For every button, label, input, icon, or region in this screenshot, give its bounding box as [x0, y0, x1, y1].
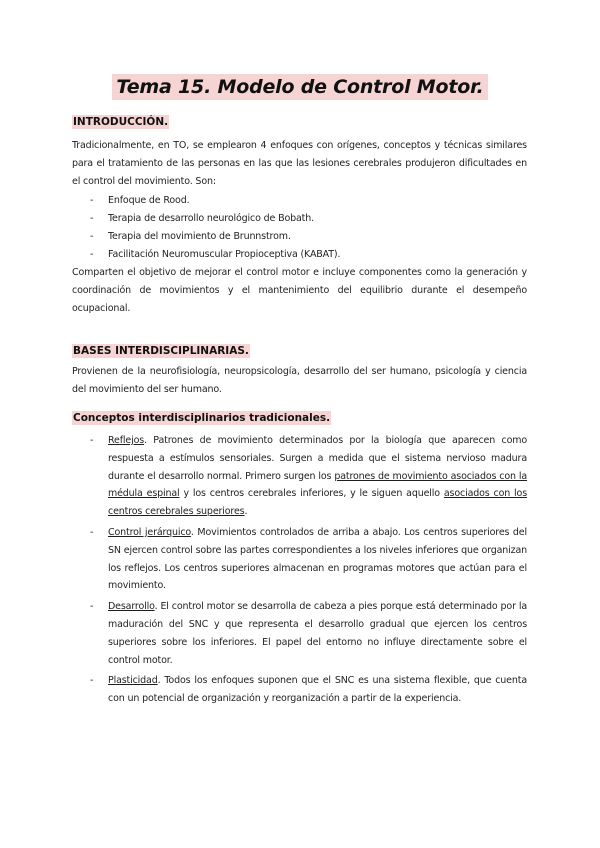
intro-closing: Comparten el objetivo de mejorar el control motor e incluye componentes como la generación y coordinación de movimientos y el mantenimiento del equilibrio durante el desempeño ocupacional.	[72, 267, 527, 314]
list-item: - Enfoque de Rood.	[90, 195, 190, 206]
approaches-list	[90, 192, 520, 264]
title-container	[0, 74, 600, 100]
concept-text: . Movimientos controlados de arriba a abajo. Los centros superiores del SN ejercen control sobre las partes correspondientes a los niveles inferiores que organizan los reflejos. Los centros superiores almacenan en programas motores que actúan para el movimiento.	[108, 526, 527, 592]
concept-underlined-text: patrones de movimiento asociados con la médula espinal	[108, 470, 528, 500]
page-title: Tema 15. Modelo de Control Motor.	[112, 74, 487, 100]
concept-text: . Patrones de movimiento determinados por la biología que aparecen como respuesta a estímulos sensoriales. Surgen a medida que el sistema nervioso madura durante el desarrollo normal. Primero surgen los	[108, 435, 527, 482]
bases-paragraph-block	[72, 363, 527, 399]
concept-term: Reflejos	[108, 435, 145, 446]
concept-term: Control jerárquico	[108, 526, 191, 538]
intro-closing-block	[72, 264, 527, 318]
concept-text: . El control motor se desarrolla de cabeza a pies porque está determinado por la maduración del SNC y que representa el desarrollo gradual que ejercen los centros superiores sobre los inferiores. El papel del entorno no influye directamente sobre el control motor.	[108, 601, 527, 666]
concept-underlined-text: asociados con los centros cerebrales superiores	[108, 488, 527, 518]
intro-paragraph: Tradicionalmente, en TO, se emplearon 4 enfoques con orígenes, conceptos y técnicas similares para el tratamiento de las personas en las que las lesiones cerebrales produjeron dificultades en el control del movimiento. Son:	[72, 140, 527, 187]
concept-item-plasticidad: - Plasticidad. Todos los enfoques suponen que el SNC es una sistema flexible, que cuenta con un potencial de organización y reorganización a partir de la experiencia.	[90, 675, 527, 705]
concept-text: .	[244, 506, 248, 518]
list-item: - Facilitación Neuromuscular Propioceptiva (KABAT).	[90, 249, 341, 260]
list-item-text: Facilitación Neuromuscular Propioceptiva (KABAT).	[108, 249, 341, 260]
concept-text: . Todos los enfoques suponen que el SNC es una sistema flexible, que cuenta con un potencial de organización y reorganización a partir de la experiencia.	[108, 675, 527, 705]
concepts-subheading: Conceptos interdisciplinarios tradicionales.	[73, 412, 331, 424]
list-item-text: Terapia de desarrollo neurológico de Bobath.	[108, 213, 314, 224]
bases-paragraph: Provienen de la neurofisiología, neuropsicología, desarrollo del ser humano, psicología y ciencia del movimiento del ser humano.	[72, 366, 527, 395]
intro-paragraph-block	[72, 137, 527, 191]
list-item-text: Enfoque de Rood.	[108, 195, 190, 206]
list-item: - Terapia de desarrollo neurológico de Bobath.	[90, 213, 314, 224]
concept-term: Plasticidad	[108, 675, 158, 687]
list-item: - Terapia del movimiento de Brunnstrom.	[90, 231, 291, 242]
concept-item-reflejos: - Reflejos. Patrones de movimiento determinados por la biología que aparecen como respuesta a estímulos sensoriales. Surgen a medida que el sistema nervioso madura durante el desarrollo normal. Primero surgen los patrones de movimiento asociados con la médula espinal y los centros cerebrales inferiores, y le siguen aquello asociados con los centros cerebrales superiores.	[90, 435, 528, 518]
concept-item-control-jerarquico: - Control jerárquico. Movimientos controlados de arriba a abajo. Los centros superiores del SN ejercen control sobre las partes correspondientes a los niveles inferiores que organizan los reflejos. Los centros superiores almacenan en programas motores que actúan para el movimiento.	[90, 526, 527, 592]
bases-heading: BASES INTERDISCIPLINARIAS.	[73, 345, 249, 357]
concept-item-desarrollo: - Desarrollo. El control motor se desarrolla de cabeza a pies porque está determinado por la maduración del SNC y que representa el desarrollo gradual que ejercen los centros superiores sobre los inferiores. El papel del entorno no influye directamente sobre el control motor.	[90, 601, 527, 666]
concepts-list	[90, 432, 527, 708]
list-item-text: Terapia del movimiento de Brunnstrom.	[108, 231, 291, 242]
concept-term: Desarrollo	[108, 601, 155, 613]
intro-heading: INTRODUCCIÓN.	[73, 116, 169, 128]
concept-text: y los centros cerebrales inferiores, y le siguen aquello	[179, 488, 444, 500]
